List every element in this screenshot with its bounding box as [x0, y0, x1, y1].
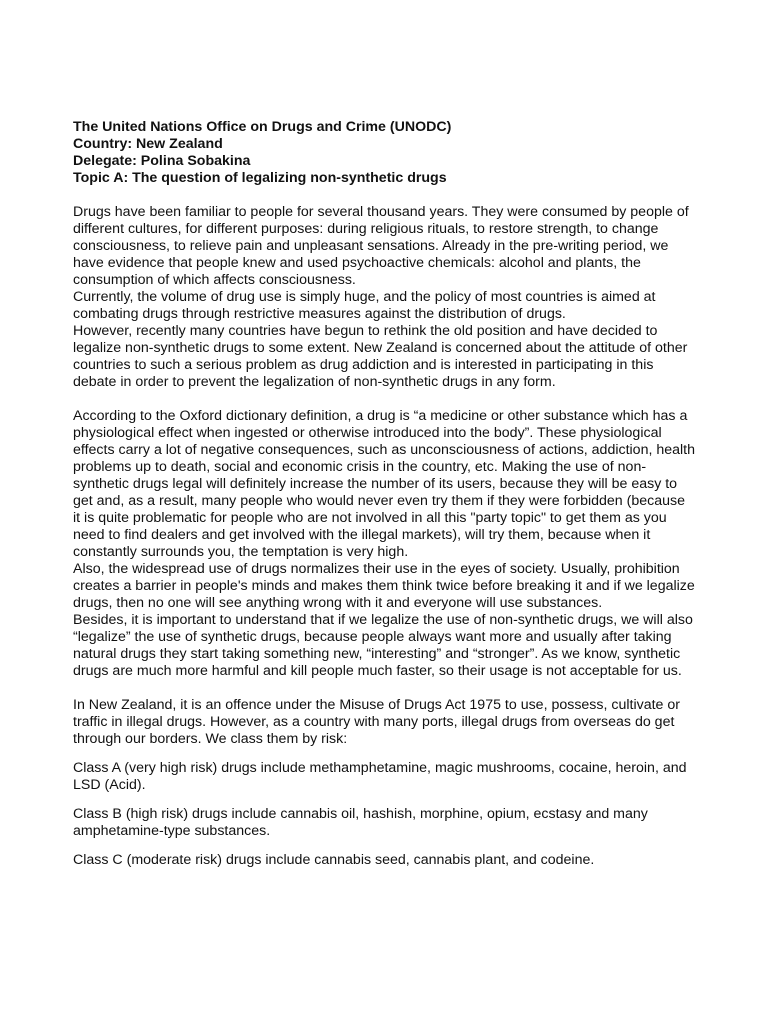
class-c-item: Class C (moderate risk) drugs include cannabis seed, cannabis plant, and codeine. — [73, 852, 595, 868]
paragraph: According to the Oxford dictionary definition, a drug is “a medicine or other substance which has a physiological effect when ingested or otherwise introduced into the body”. These physiological effects carry a lot of negative consequences, such as unconsciousness of actions, addiction, health problems up to death, social and economic crisis in the country, etc. Making the use of non-synthetic drugs legal will definitely increase the number of its users, because they will be easy to get and, as a result, many people who would never even try them if they were forbidden (because it is quite problematic for people who are not involved in all this "party topic" to get them as you need to find dealers and get involved with the illegal markets), will try them, because when it constantly surrounds you, the temptation is very high. — [73, 408, 695, 560]
paragraph: Drugs have been familiar to people for several thousand years. They were consumed by people of different cultures, for different purposes: during religious rituals, to restore strength, to change consciousness, to relieve pain and unpleasant sensations. Already in the pre-writing period, we have evidence that people knew and used psychoactive chemicals: alcohol and plants, the consumption of which affects consciousness. — [73, 204, 689, 288]
classification-section — [73, 697, 695, 869]
intro-section — [73, 204, 695, 391]
committee-line: The United Nations Office on Drugs and Crime (UNODC) — [73, 119, 452, 135]
paragraph: However, recently many countries have begun to rethink the old position and have decided to legalize non-synthetic drugs to some extent. New Zealand is concerned about the attitude of other countries to such a serious problem as drug addiction and is interested in participating in this debate in order to prevent the legalization of non-synthetic drugs in any form. — [73, 323, 688, 390]
topic-line: Topic A: The question of legalizing non-synthetic drugs — [73, 170, 447, 186]
country-line: Country: New Zealand — [73, 136, 223, 152]
document-page — [73, 119, 695, 881]
delegate-line: Delegate: Polina Sobakina — [73, 153, 251, 169]
paragraph: Also, the widespread use of drugs normalizes their use in the eyes of society. Usually, prohibition creates a barrier in people's minds and makes them think twice before breaking it and if we legalize drugs, then no one will see anything wrong with it and everyone will use substances. — [73, 561, 695, 611]
document-header — [73, 119, 695, 187]
class-a-item: Class A (very high risk) drugs include methamphetamine, magic mushrooms, cocaine, heroin, and LSD (Acid). — [73, 760, 687, 793]
paragraph: Currently, the volume of drug use is simply huge, and the policy of most countries is aimed at combating drugs through restrictive measures against the distribution of drugs. — [73, 289, 656, 322]
class-b-item: Class B (high risk) drugs include cannabis oil, hashish, morphine, opium, ecstasy and many amphetamine-type substances. — [73, 806, 648, 839]
paragraph: In New Zealand, it is an offence under the Misuse of Drugs Act 1975 to use, possess, cultivate or traffic in illegal drugs. However, as a country with many ports, illegal drugs from overseas do get through our borders. We class them by risk: — [73, 697, 680, 747]
argument-section — [73, 408, 695, 680]
paragraph: Besides, it is important to understand that if we legalize the use of non-synthetic drugs, we will also “legalize” the use of synthetic drugs, because people always want more and usually after taking natural drugs they start taking something new, “interesting” and “stronger”. As we know, synthetic drugs are much more harmful and kill people much faster, so their usage is not acceptable for us. — [73, 612, 693, 679]
